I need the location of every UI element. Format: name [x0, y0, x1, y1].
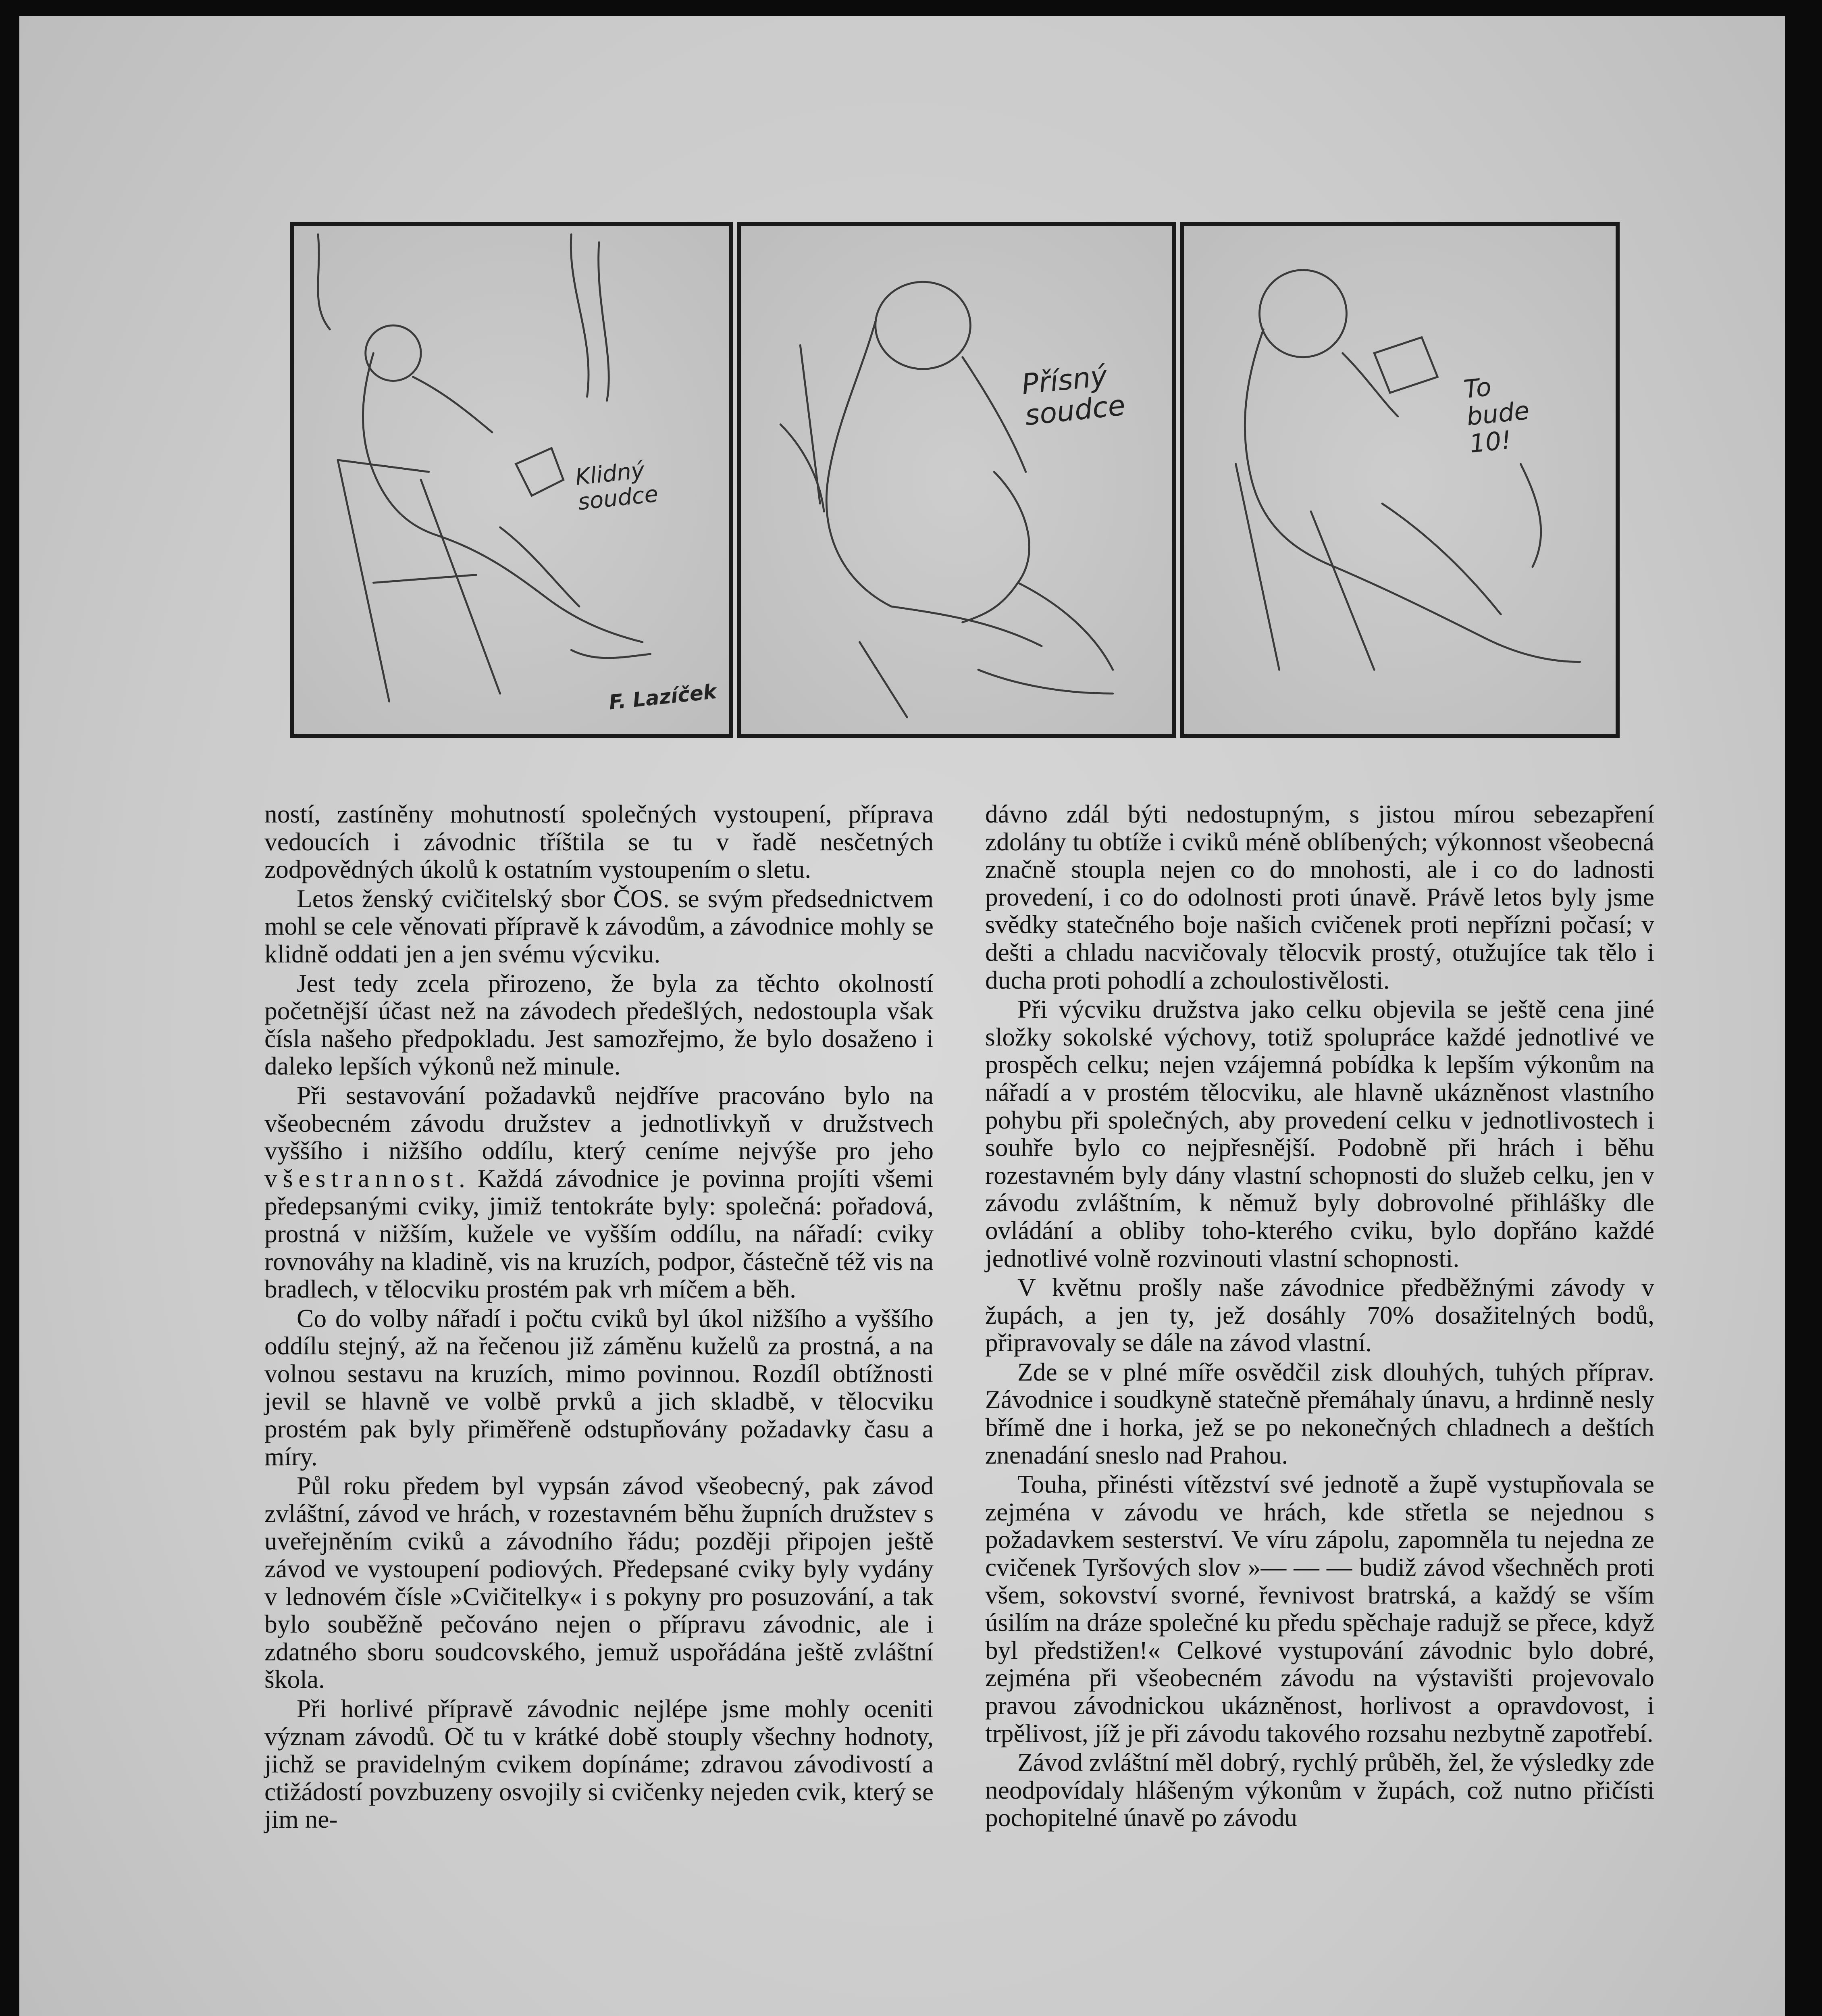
- paragraph: Co do volby nářadí i počtu cviků byl úkol nižšího a vyššího oddílu stejný, až na řečenou již záměnu kuželů za prostná, a na volnou sestavu na kruzích, mimo povinnou. Rozdíl obtížnosti jevil se hlavně ve volbě prvků a jich skladbě, v tělocviku prostém pak byly přiměřeně odstupňovány požadavky času a míry.: [264, 1304, 934, 1471]
- paragraph: Jest tedy zcela přirozeno, že byla za těchto okolností početnější účast než na závodech předešlých, nedostoupla však čísla našeho předpokladu. Jest samozřejmo, že bylo dosaženo i daleko lepších výkonů než minule.: [264, 968, 934, 1081]
- sketch-ten-points-caption: To bude 10!: [1462, 372, 1531, 459]
- paragraph: Závod zvláštní měl dobrý, rychlý průběh, žel, že výsledky zde neodpovídaly hlášeným výkonům v župách, což nutno přičísti pochopitelné únavě po závodu: [985, 1748, 1654, 1832]
- emphasized-word: všestrannost: [264, 1164, 459, 1193]
- magazine-page: [19, 16, 1785, 2016]
- sketch-strict-judge-drawing: [741, 226, 1172, 734]
- paragraph: Zde se v plné míře osvědčil zisk dlouhých, tuhých příprav. Závodnice i soudkyně statečně přemáhaly únavu, a hrdinně nesly břímě dne i horka, jež se po nekonečných chladnech a deštích znenadání sneslo nad Prahou.: [985, 1357, 1654, 1469]
- sketch-strict-judge: [737, 222, 1176, 738]
- paragraph: dávno zdál býti nedostupným, s jistou mírou sebezapření zdolány tu obtíže i cviků méně oblíbených; výkonnost všeobecná značně stoupla nejen co do mnohosti, ale i co do ladnosti provedení, i co do odolnosti proti únavě. Právě letos byly jsme svědky statečného boje našich cvičenek proti nepřízni počasí; v dešti a chladu nacvičovaly tělocvik prostý, otužujíce tak tělo i ducha proti pohodlí a zchoulostivělosti.: [985, 800, 1654, 994]
- paragraph: Touha, přinésti vítězství své jednotě a župě vystupňovala se zejména v závodu ve hrách, kde střetla se nejednou s požadavkem sesterství. Ve víru zápolu, zapomněla tu nejedna ze cvičenek Tyršových slov »— — — budiž závod všechněch proti všem, sokovství svorné, řevnivost bratrská, a každý se vším úsilím na dráze společné ku předu spěchaje radujž se přece, když byl předstižen!« Celkové vystupování závodnic bylo dobré, zejména při všeobecném závodu na výstavišti projevovalo pravou závodnickou ukázněnost, horlivost a opravdovost, i trpělivost, jíž je při závodu takového rozsahu nezbytně zapotřebí.: [985, 1470, 1654, 1747]
- sketch-ten-points: [1180, 222, 1620, 738]
- paragraph: Při horlivé přípravě závodnic nejlépe jsme mohly oceniti význam závodů. Oč tu v krátké době stouply všechny hodnoty, jichž se pravidelným cvikem dopínáme; zdravou závodivostí a ctižádostí povzbuzeny osvojily si cvičenky nejeden cvik, který se jim ne-: [264, 1694, 934, 1834]
- paragraph: [264, 1082, 934, 1303]
- paragraph-text: . Každá závodnice je povinna projíti všemi předepsanými cviky, jimiž tentokráte byly: společná: pořadová, prostná v nižším, kužele ve vyšším oddílu, na nářadí: cviky rovnováhy na kladině, vis na kruzích, podpor, částečně též vis na bradlech, v tělocviku prostém pak vrh míčem a běh.: [264, 1164, 934, 1304]
- paragraph: Letos ženský cvičitelský sbor ČOS. se svým předsednictvem mohl se cele věnovati přípravě k závodům, a závodnice mohly se klidně oddati jen a jen svému výcviku.: [264, 884, 934, 968]
- sketch-ten-points-drawing: [1184, 226, 1616, 734]
- sketch-calm-judge: [290, 222, 733, 738]
- sketch-calm-judge-caption: Klidný soudce: [574, 457, 659, 515]
- paragraph-text: Při sestavování požadavků nejdříve pracováno bylo na všeobecném závodu družstev a jednotlivkyň v družstvech vyššího i nižšího oddílu, který ceníme nejvýše pro jeho: [264, 1081, 934, 1165]
- text-column-right: [985, 800, 1654, 1832]
- paragraph: Půl roku předem byl vypsán závod všeobecný, pak závod zvláštní, závod ve hrách, v rozestavném běhu župních družstev s uveřejněním cviků a závodního řádu; později připojen ještě závod ve vystoupení podiových. Předepsané cviky byly vydány v lednovém čísle »Cvičitelky« i s pokyny pro posuzování, a tak bylo souběžně pečováno nejen o přípravu závodnic, ale i zdatného sboru soudcovského, jemuž uspořádána ještě zvláštní škola.: [264, 1471, 934, 1694]
- text-column-left: [264, 800, 934, 1833]
- paragraph: ností, zastíněny mohutností společných vystoupení, příprava vedoucích i závodnic tříštila se tu v řadě nesčetných zodpovědných úkolů k ostatním vystoupením o sletu.: [264, 800, 934, 884]
- paragraph: Při výcviku družstva jako celku objevila se ještě cena jiné složky sokolské výchovy, totiž spolupráce každé jednotlivé ve prospěch celku; nejen vzájemná pobídka k lepším výkonům na nářadí a v prostém tělocviku, ale hlavně ukázněnost vlastního pohybu při společných, aby provedení celku v jednotlivostech i souhře bylo co nejpřesnější. Podobně při hrách i běhu rozestavném byly dány vlastní schopnosti do služeb celku, jen v závodu zvláštním, k němuž byly dobrovolné přihlášky dle ovládání a obliby toho-kterého cviku, bylo dopřáno každé jednotlivé volně rozvinouti vlastní schopnosti.: [985, 995, 1654, 1272]
- sketch-strict-judge-caption: Přísný soudce: [1020, 359, 1127, 432]
- paragraph: V květnu prošly naše závodnice předběžnými závody v župách, a jen ty, jež dosáhly 70% dosažitelných bodů, připravovaly se dále na závod vlastní.: [985, 1273, 1654, 1357]
- sketch-signature: F. Lazíček: [607, 679, 718, 714]
